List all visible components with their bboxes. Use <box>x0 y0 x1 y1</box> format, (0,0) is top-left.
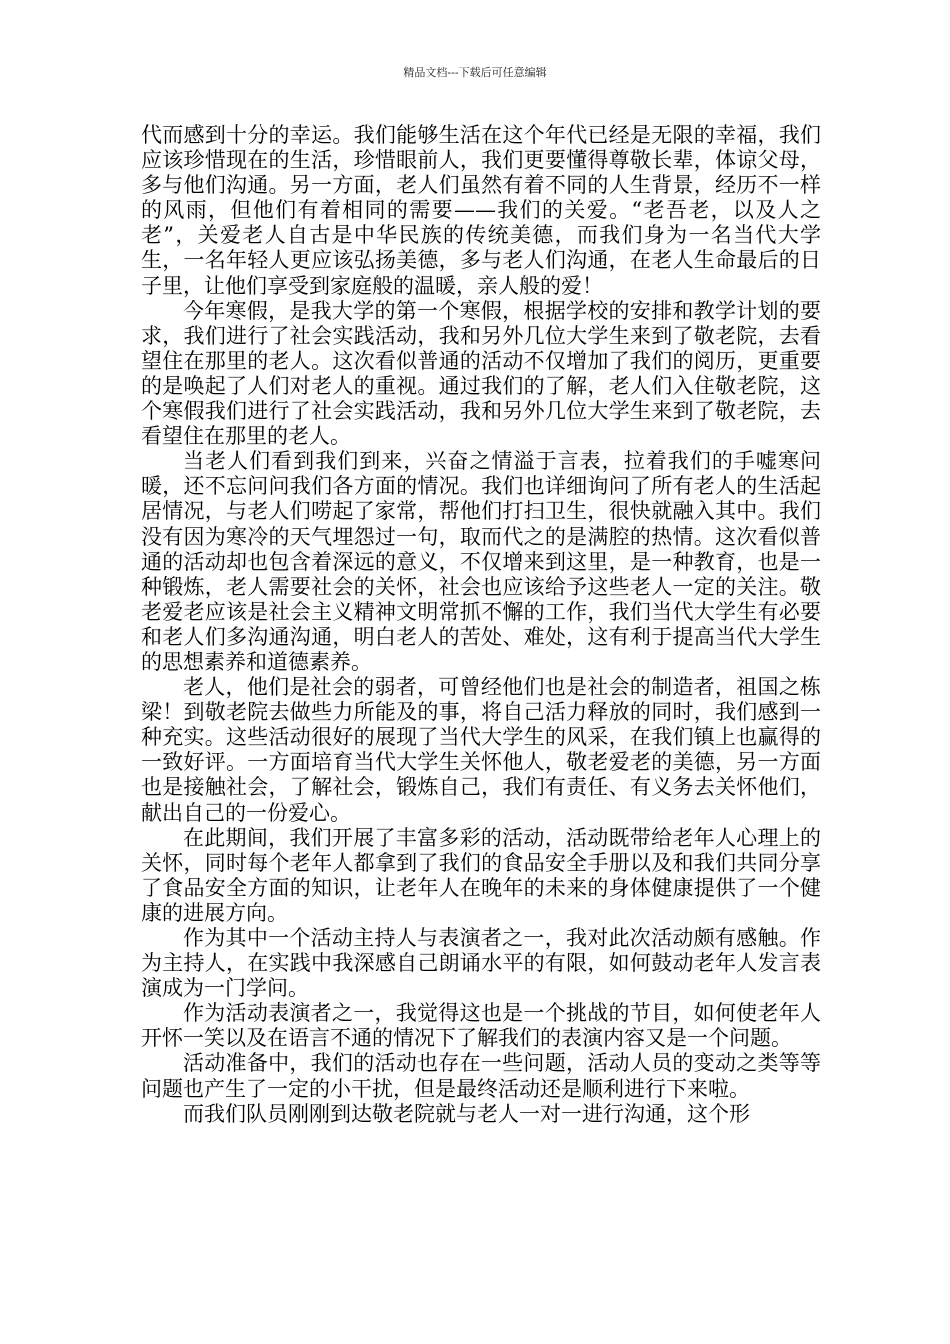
paragraph-7: 作为活动表演者之一，我觉得这也是一个挑战的节目，如何使老年人开怀一笑以及在语言不通的情况下了解我们的表演内容又是一个问题。 <box>141 1001 821 1051</box>
paragraph-2: 今年寒假，是我大学的第一个寒假，根据学校的安排和教学计划的要求，我们进行了社会实践活动，我和另外几位大学生来到了敬老院，去看望住在那里的老人。这次看似普通的活动不仅增加了我们的阅历，更重要的是唤起了人们对老人的重视。通过我们的了解，老人们入住敬老院，这个寒假我们进行了社会实践活动，我和另外几位大学生来到了敬老院，去看望住在那里的老人。 <box>141 298 821 449</box>
paragraph-5: 在此期间，我们开展了丰富多彩的活动，活动既带给老年人心理上的关怀，同时每个老年人都拿到了我们的食品安全手册以及和我们共同分享了食品安全方面的知识，让老年人在晚年的未来的身体健康提供了一个健康的进展方向。 <box>141 825 821 925</box>
paragraph-6: 作为其中一个活动主持人与表演者之一，我对此次活动颇有感触。作为主持人，在实践中我深感自己朗诵水平的有限，如何鼓动老年人发言表演成为一门学问。 <box>141 926 821 1001</box>
paragraph-3: 当老人们看到我们到来，兴奋之情溢于言表，拉着我们的手嘘寒问暖，还不忘问问我们各方面的情况。我们也详细询问了所有老人的生活起居情况，与老人们唠起了家常，帮他们打扫卫生，很快就融入其中。我们没有因为寒冷的天气埋怨过一句，取而代之的是满腔的热情。这次看似普通的活动却也包含着深远的意义，不仅增来到这里，是一种教育，也是一种锻炼，老人需要社会的关怀，社会也应该给予这些老人一定的关注。敬老爱老应该是社会主义精神文明常抓不懈的工作，我们当代大学生有必要和老人们多沟通沟通，明白老人的苦处、难处，这有利于提高当代大学生的思想素养和道德素养。 <box>141 449 821 674</box>
paragraph-1: 代而感到十分的幸运。我们能够生活在这个年代已经是无限的幸福，我们应该珍惜现在的生活，珍惜眼前人，我们更要懂得尊敬长辈，体谅父母，多与他们沟通。另一方面，老人们虽然有着不同的人生背景，经历不一样的风雨，但他们有着相同的需要——我们的关爱。“老吾老，以及人之老”，关爱老人自古是中华民族的传统美德，而我们身为一名当代大学生，一名年轻人更应该弘扬美德，多与老人们沟通，在老人生命最后的日子里，让他们享受到家庭般的温暖，亲人般的爱！ <box>141 123 821 298</box>
paragraph-4: 老人，他们是社会的弱者，可曾经他们也是社会的制造者，祖国之栋梁！到敬老院去做些力所能及的事，将自己活力释放的同时，我们感到一种充实。这些活动很好的展现了当代大学生的风采，在我们镇上也赢得的一致好评。一方面培育当代大学生关怀他人，敬老爱老的美德，另一方面也是接触社会，了解社会，锻炼自己，我们有责任、有义务去关怀他们，献出自己的一份爱心。 <box>141 675 821 825</box>
page-header: 精品文档---下载后可任意编辑 <box>403 66 547 79</box>
document-body <box>141 123 821 1127</box>
paragraph-9: 而我们队员刚刚到达敬老院就与老人一对一进行沟通，这个形 <box>183 1101 750 1126</box>
paragraph-8: 活动准备中，我们的活动也存在一些问题，活动人员的变动之类等等问题也产生了一定的小干扰，但是最终活动还是顺利进行下来啦。 <box>141 1051 821 1101</box>
